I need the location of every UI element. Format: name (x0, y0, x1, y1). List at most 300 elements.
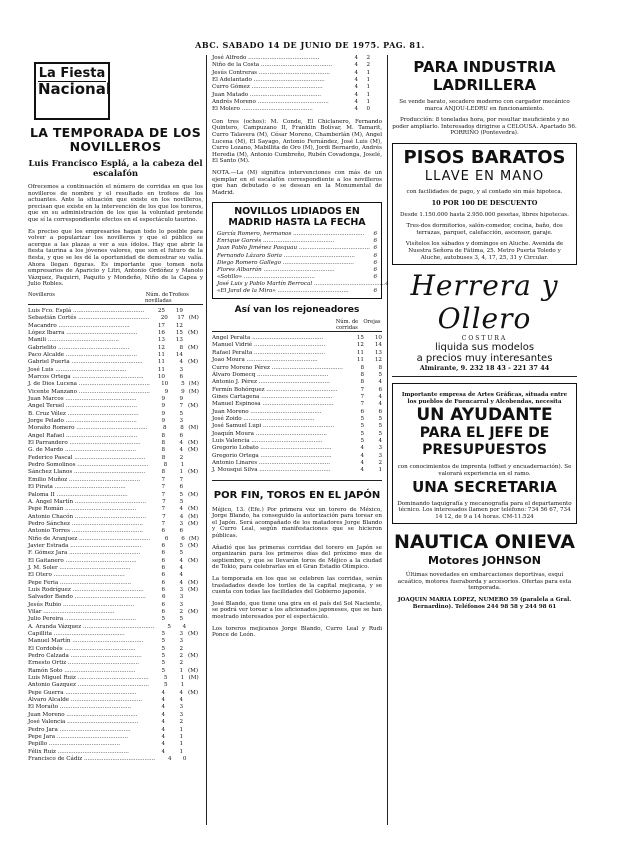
table-cell: Juan Moreno ........................................ (212, 408, 322, 415)
table-cell: 3 (179, 638, 183, 645)
table-cell: 4 (360, 452, 364, 459)
table-row (28, 514, 203, 521)
table-row (28, 572, 203, 579)
table-cell (186, 756, 203, 763)
table-cell: 17 (177, 315, 185, 322)
table-row (217, 267, 377, 274)
table-cell: 6 (164, 535, 169, 542)
table-cell: 6 (161, 579, 165, 586)
table-cell: (M) (187, 447, 199, 454)
table-cell (183, 433, 203, 440)
table-cell: 6 (373, 231, 377, 238)
table-row (212, 445, 382, 452)
th-trophies: Trofeos (169, 291, 189, 298)
table-cell: Luis Valencia ........................................ (212, 437, 323, 444)
table-cell: 3 (179, 704, 183, 711)
table-row (217, 288, 377, 295)
table-cell (183, 704, 203, 711)
table-row (212, 357, 382, 364)
table-header (28, 292, 203, 305)
table-cell: Pedro Somolinos ........................................ (28, 462, 149, 469)
table-row (28, 727, 203, 734)
table-row (28, 315, 203, 322)
table-cell: 5 (378, 430, 382, 437)
table-cell: Salvador Bando ........................................ (28, 594, 146, 601)
table-cell: Antonio Gazquez ........................................ (28, 682, 149, 689)
table-cell: Félix Ruiz ........................................ (28, 748, 129, 755)
table-cell: José Luis ........................................ (28, 366, 127, 373)
ad2-text: Visítelos los sábados y domingos en Aluche. Avenida de Nuestra Señora de Fátima, 25. Metro Puerta Toledo y Aluche, autobuses 3, 4, 17, 25, 31 y Circular. (405, 241, 564, 261)
table-row (28, 455, 203, 462)
table-cell: 10 (161, 381, 169, 388)
table-cell: José Luis y Pablo Martín Berrocal ........................................ (217, 280, 386, 287)
table-cell: 6 (179, 374, 183, 380)
ad5-title: NAUTICA ONIEVA (394, 531, 575, 554)
table-cell: 4 (161, 733, 165, 740)
novillos-box (212, 202, 389, 299)
table-cell: 5 (161, 616, 165, 623)
table-row (28, 492, 203, 499)
table-cell: Antonio Torres ........................................ (28, 528, 143, 535)
table-cell: 7 (179, 476, 183, 483)
table-cell: Angel Peralta ........................................ (212, 335, 324, 342)
table-row (212, 460, 382, 467)
table-cell: Gines Cartagena ........................................ (212, 393, 333, 400)
table-cell: José Alfredo ........................................ (212, 55, 320, 61)
novilleros-table (28, 308, 203, 763)
table-cell: 7 (161, 520, 165, 527)
table-cell: Macandro ........................................ (28, 322, 130, 329)
table-cell: 3 (179, 520, 183, 527)
table-cell: Pedro Jara ........................................ (28, 726, 131, 733)
table-cell: (M) (187, 344, 199, 351)
table-cell: (M) (187, 506, 199, 513)
table-cell: 5 (161, 631, 165, 638)
table-cell: 5 (179, 542, 183, 549)
table-row (212, 401, 382, 408)
table-cell: 4 (378, 379, 382, 386)
table-cell: Manuel Espinosa ........................................ (212, 401, 334, 408)
table-cell: 4 (354, 55, 358, 61)
table-cell: Jesús Rubio ........................................ (28, 601, 135, 608)
table-cell: (M) (187, 653, 199, 660)
ad2-text: con facilidades de pago, y al contado sin más hipoteca. (406, 188, 563, 195)
table-row (28, 506, 203, 513)
table-cell: (M) (188, 425, 199, 432)
table-cell: 7 (360, 401, 364, 408)
table-cell: 5 (360, 415, 364, 422)
table-cell: Marcos Ortega ........................................ (28, 374, 144, 380)
table-row (28, 580, 203, 587)
ad2-discount: 10 POR 100 DE DESCUENTO (431, 198, 538, 207)
ad5-text: JOAQUIN MARIA LOPEZ, NUMERO 59 (paralela a Gral. Bernardino). Teléfonos 244 98 58 y 244 98 61 (397, 597, 572, 610)
table-cell: 5 (161, 645, 165, 652)
table-cell (370, 70, 382, 77)
table-cell: 4 (354, 99, 358, 106)
table-cell: 5 (167, 623, 171, 630)
table-cell: 5 (360, 437, 364, 444)
ad4-text: con conocimientos de imprenta (offset y encuadernación). Se valorará experiencia en el ramo. (397, 464, 572, 477)
table-cell: 6 (373, 266, 377, 273)
table-cell: (M) (187, 329, 199, 336)
table-cell: 5 (179, 491, 183, 498)
table-cell: 3 (179, 594, 184, 601)
table-row (28, 411, 203, 418)
table-cell: 7 (161, 484, 165, 491)
table-cell: (M) (187, 520, 199, 527)
table-row (217, 245, 377, 252)
table-cell: (M) (187, 586, 199, 593)
table-cell: 4 (179, 506, 183, 513)
table-cell: 4 (179, 513, 184, 520)
column-rule (387, 55, 388, 825)
section-logo (34, 62, 110, 120)
table-cell: 2 (378, 459, 382, 466)
ad3-sub: COSTURA (461, 335, 508, 343)
table-cell (370, 99, 382, 106)
table-cell: Manuel Martín ........................................ (28, 638, 144, 645)
table-cell: (M) (187, 440, 199, 447)
ad-herrera (392, 269, 577, 377)
column-right (392, 52, 577, 610)
ad3-name: Herrera y Ollero (410, 269, 559, 336)
table-cell: 6 (179, 528, 183, 535)
table-cell (183, 528, 203, 535)
table-cell (186, 624, 203, 631)
table-cell: 6 (161, 572, 165, 579)
table-row (28, 741, 203, 748)
table-cell: 8 (161, 432, 165, 439)
column-left (28, 52, 203, 763)
table-cell: 2 (179, 653, 183, 660)
ad4-text: Importante empresa de Artes Gráficas, situada entre los pueblos de Fuencarral y Alcobendas, necesita (401, 392, 568, 405)
table-row (28, 330, 203, 337)
table-cell: 5 (161, 653, 165, 660)
table-cell: 6 (161, 550, 165, 557)
table-cell: 8 (161, 440, 165, 447)
table-cell: 25 (157, 307, 165, 314)
ad4-title1: UN AYUDANTE (416, 405, 553, 426)
table-cell: 6 (373, 259, 377, 266)
table-cell: 8 (360, 364, 364, 371)
table-cell: 8 (360, 379, 364, 386)
table-row (28, 587, 203, 594)
table-cell: Pedro Calzada ........................................ (28, 653, 142, 660)
table-cell: 6 (161, 601, 165, 608)
table-cell: 8 (180, 425, 184, 432)
table-cell: (M) (187, 631, 199, 638)
table-cell: 5 (161, 660, 165, 667)
box-title: NOVILLOS LIDIADOS EN MADRID HASTA LA FECHA (228, 206, 366, 229)
table-cell: Niño de la Costa ........................................ (212, 62, 333, 69)
table-cell: Sánchez Llanos ........................................ (28, 469, 146, 476)
table-cell: Álvaro Alcalde ........................................ (28, 697, 143, 704)
table-cell: 5 (161, 638, 165, 645)
table-cell: 9 (161, 396, 165, 403)
table-row (28, 616, 203, 623)
ad5-text: Últimas novedades en embarcaciones deportivas, esquí acuático, motores fueraborda y accesorios. Ofertas para esta temporada. (397, 572, 572, 592)
table-cell: 20 (160, 315, 168, 322)
table-cell: 1 (366, 99, 370, 106)
ad3-address: Almirante, 9. 232 18 43 - 221 37 44 (419, 364, 550, 373)
table-cell: 4 (378, 393, 382, 400)
table-cell: Ernesto Ortiz ........................................ (28, 660, 140, 667)
table-cell (183, 550, 203, 557)
ad1-title: PARA INDUSTRIA LADRILLERA (413, 58, 556, 94)
rej-table-header (212, 319, 382, 332)
table-cell: 5 (378, 423, 382, 430)
table-cell: Diego Romero Gallego ........................................ (217, 259, 354, 266)
table-cell: 5 (181, 381, 185, 388)
logo-line2: Nacional (38, 80, 111, 98)
table-cell: 9 (181, 388, 185, 395)
table-cell (370, 84, 382, 91)
table-cell: Gregorio Lobato ........................................ (212, 445, 332, 452)
table-cell (183, 323, 203, 330)
table-cell: Luis Miguel Ruiz ........................................ (28, 675, 149, 682)
table-cell (370, 62, 382, 69)
column-middle (212, 52, 389, 639)
table-cell: 1 (366, 84, 370, 91)
table-cell: (M) (187, 469, 199, 476)
table-cell: El Otero ........................................ (28, 572, 125, 579)
table-cell: 4 (385, 280, 389, 287)
table-cell: El Pirata ........................................ (28, 484, 126, 491)
logo-line1: La Fiesta (38, 66, 106, 81)
table-row (212, 409, 382, 416)
table-row (28, 447, 203, 454)
table-row (28, 389, 203, 396)
table-row (217, 253, 377, 260)
table-cell: El Gaitanero ........................................ (28, 557, 137, 564)
table-cell: 5 (179, 550, 183, 557)
table-cell: 7 (162, 498, 166, 505)
table-cell (183, 455, 203, 462)
ad1-text: Producción: 8 toneladas hora, por resultar insuficiente y no poder ampliarlo. Interesados dirigirse a CELOUSA. Apartado 56. PORRIÑO (Pontevedra). (392, 117, 577, 137)
table-cell: 8 (161, 454, 166, 461)
table-cell (183, 741, 203, 748)
table-cell: 1 (179, 733, 183, 740)
table-cell: 2 (179, 645, 183, 652)
table-cell: 9 (161, 410, 165, 417)
table-cell: Pepillo ........................................ (28, 741, 121, 748)
table-cell: (M) (188, 388, 199, 395)
table-cell: 13 (175, 337, 183, 344)
table-cell: Flores Albarrán ........................................ (217, 266, 335, 273)
japan-paragraph: José Blando, que tiene una gira en el país del Sol Naciente, se podrá ver torear a los aficionados japoneses, que se han mostrado interesados por el espectáculo. (212, 600, 382, 620)
table-cell: Moraíto Romero ........................................ (28, 425, 148, 432)
rejoneadores-title: Así van los rejoneadores (234, 305, 360, 316)
table-cell: 3 (179, 366, 183, 373)
japan-paragraph: Los toreros mejicanos Jorge Blando, Curro Leal y Rudi Ponce de León. (212, 625, 382, 639)
ad2-text: Tres-dos dormitorios, salón-comedor, cocina, baño, dos terrazas, parquet, calefacción, ascensor, garaje. (406, 223, 563, 236)
table-cell: 5 (360, 430, 364, 437)
table-cell: Gregorio Ortega ........................................ (212, 452, 332, 459)
table-cell: 8 (360, 371, 364, 378)
table-cell: 5 (179, 410, 183, 417)
table-row (28, 653, 203, 660)
ad3-line2: a precios muy interesantes (416, 353, 553, 365)
table-cell (370, 77, 382, 84)
table-row (28, 469, 203, 476)
table-cell: 3 (179, 711, 183, 718)
table-cell: 11 (157, 359, 165, 366)
table-cell: Emilio Muñoz ........................................ (28, 476, 141, 483)
table-cell: Julio Pereira ........................................ (28, 616, 137, 623)
table-cell: Antonio Chacón ........................................ (28, 513, 147, 520)
table-cell: 6 (373, 238, 377, 245)
table-cell: 1 (378, 467, 382, 474)
ad2-title: PISOS BARATOS (403, 146, 566, 168)
table-cell: 7 (161, 476, 165, 483)
table-cell: 4 (179, 579, 183, 586)
table-cell: 14 (175, 351, 183, 358)
table-cell (183, 697, 203, 704)
table-cell: Juan Pablo Jiménez Pasquau ........................................ (217, 245, 370, 252)
table-cell: (M) (188, 315, 199, 322)
article-paragraph: Ofrecemos a continuación el número de corridas en que los novilleros de nombre y el resultado en trofeos de los actuantes. Ante la situación que existe en los novilleros, precisan que existe en la intervención de los que los toreros, que en su administración de los que la voluntad pretende que sí la correspondiente efectos en el espectáculo taurino. (28, 184, 203, 223)
table-cell: Manuel Vidrié ........................................ (212, 342, 326, 349)
table-cell: 8 (179, 344, 183, 351)
table-row (28, 323, 203, 330)
table-cell: 4 (378, 437, 382, 444)
table-cell: 6 (161, 586, 165, 593)
table-row (217, 280, 389, 288)
table-cell: 4 (179, 440, 183, 447)
table-cell: (M) (188, 513, 199, 520)
table-row (212, 394, 382, 401)
table-cell: Fermín Bohórquez ........................................ (212, 386, 338, 393)
table-cell: 16 (157, 329, 165, 336)
table-row (212, 438, 382, 445)
table-cell: El Cordobés ........................................ (28, 645, 136, 652)
box-table (217, 231, 389, 295)
table-cell: 1 (179, 469, 184, 476)
table-cell: Pepe Jara ........................................ (28, 733, 128, 740)
table-cell: 5 (378, 415, 382, 422)
table-cell (183, 616, 203, 623)
table-cell: 1 (366, 69, 370, 76)
table-cell: 5 (161, 667, 165, 674)
table-cell: (M) (187, 542, 199, 549)
table-cell: (M) (187, 689, 199, 696)
table-cell: 9 (164, 388, 169, 395)
table-row (212, 379, 382, 386)
table-cell: Álvaro Domecq ........................................ (212, 371, 329, 378)
ad-pisos (392, 143, 577, 265)
table-cell: 6 (373, 288, 377, 295)
table-cell: Pepe Feria ........................................ (28, 579, 132, 586)
table-cell: 0 (182, 755, 187, 762)
table-cell: 4 (360, 467, 364, 474)
ad5-sub: Motores JOHNSON (428, 554, 541, 568)
table-cell: Angel Rafael ........................................ (28, 432, 138, 439)
table-cell: 13 (157, 337, 165, 344)
ad3-line1: liquida sus modelos (434, 342, 535, 354)
table-cell: Capillita ........................................ (28, 631, 125, 638)
table-cell: B. Cruz Vélez ........................................ (28, 410, 139, 417)
table-cell: El Parrandero ........................................ (28, 440, 141, 447)
table-cell: 4 (179, 564, 183, 571)
table-cell: (M) (187, 609, 199, 615)
table-cell: 6 (161, 528, 165, 535)
table-cell: G. de Mardo ........................................ (28, 447, 137, 454)
table-cell: 4 (179, 572, 183, 579)
table-cell: 7 (360, 393, 364, 400)
table-cell: 4 (354, 106, 358, 113)
table-row (28, 675, 203, 682)
table-cell (183, 719, 203, 726)
table-cell: 4 (179, 557, 183, 564)
table-cell: Curro Gómez ........................................ (212, 84, 323, 91)
table-cell: Jorge Pelado ........................................ (28, 418, 137, 425)
table-cell: 11 (157, 351, 165, 358)
table-cell: 13 (374, 349, 382, 356)
table-cell: 5 (378, 371, 382, 378)
table-row (28, 352, 203, 359)
table-row (28, 682, 203, 689)
table-row (28, 484, 203, 491)
table-cell: 2 (366, 55, 370, 61)
table-cell: 1 (366, 91, 370, 98)
table-cell: 3 (179, 586, 183, 593)
table-cell: Sebastián Cortés ........................................ (28, 315, 150, 322)
table-cell: Niño de Aranjuez ........................................ (28, 535, 151, 542)
table-row (212, 70, 382, 77)
table-cell: 8 (161, 447, 165, 454)
table-cell: Joao Moura ........................................ (212, 357, 318, 364)
table-cell: 1 (366, 77, 370, 84)
table-row (28, 477, 203, 484)
table-row (212, 84, 382, 91)
table-cell: Juan Marcos ........................................ (28, 396, 137, 403)
column-rule (206, 55, 207, 825)
table-row (212, 92, 382, 99)
table-cell: F. Gómez Jara ........................................ (28, 550, 141, 557)
table-cell: 5 (360, 423, 364, 430)
table-cell: (M) (187, 667, 199, 674)
table-cell: Luis Rodríguez ........................................ (28, 586, 144, 593)
table-cell: 8 (378, 364, 382, 371)
th-count: Núm. de novilladas (145, 291, 172, 304)
table-cell: 1 (179, 741, 183, 748)
table-row (28, 646, 203, 653)
ad4-title4: UNA SECRETARIA (412, 477, 557, 496)
table-cell: 6 (161, 594, 166, 601)
table-row (212, 467, 382, 474)
table-cell: 8 (163, 462, 168, 469)
table-cell: 4 (161, 726, 165, 733)
table-cell: 0 (366, 106, 370, 113)
table-cell: (M) (187, 403, 199, 410)
table-row (212, 423, 382, 430)
table-cell: 4 (354, 77, 358, 84)
table-cell: «Sotillo» ........................................ (217, 273, 315, 280)
table-cell: Rafael Peralta ........................................ (212, 349, 326, 356)
table-cell: El Molero ........................................ (212, 106, 313, 113)
table-cell: 7 (179, 403, 183, 410)
table-row (28, 345, 203, 352)
table-cell: El Moraíto ........................................ (28, 704, 132, 711)
table-cell: 9 (161, 418, 165, 425)
table-cell (370, 106, 382, 113)
table-cell: 4 (161, 741, 165, 748)
table-cell: 3 (378, 452, 382, 459)
table-cell: 6 (373, 245, 377, 252)
table-row (217, 260, 377, 267)
table-row (28, 381, 203, 388)
table-cell: 11 (356, 349, 364, 356)
